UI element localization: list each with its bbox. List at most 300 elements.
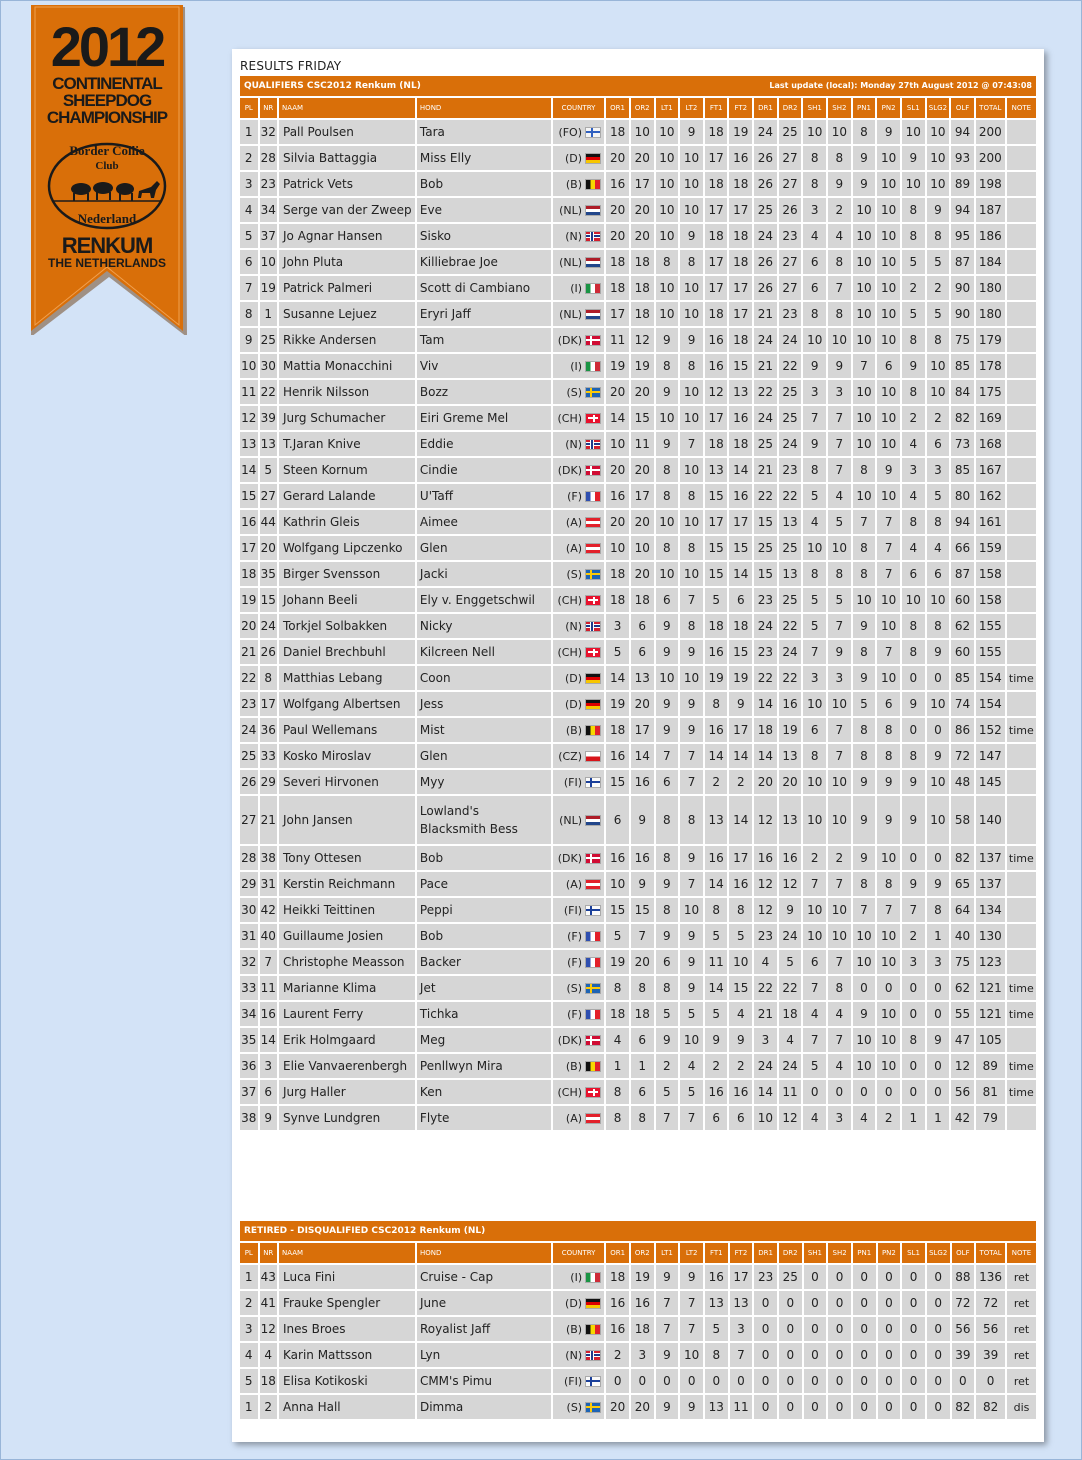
cell-olf: 62 xyxy=(951,614,974,638)
table-row xyxy=(240,744,1036,768)
flag-icon xyxy=(585,413,601,424)
cell-olf: 82 xyxy=(951,406,974,430)
column-header-sl1: SL1 xyxy=(902,98,925,118)
cell-slg2: 5 xyxy=(927,250,950,274)
cell-dr1: 26 xyxy=(754,276,777,300)
cell-nr: 31 xyxy=(260,872,278,896)
cell-handler-name: Mattia Monacchini xyxy=(279,354,415,378)
flag-icon xyxy=(585,879,601,890)
cell-or1: 8 xyxy=(606,976,629,1000)
cell-ft2: 8 xyxy=(729,898,752,922)
cell-handler-name: Guillaume Josien xyxy=(279,924,415,948)
cell-pn1: 10 xyxy=(853,950,876,974)
cell-note: dis xyxy=(1007,1395,1036,1419)
country-code: (NL) xyxy=(559,204,583,217)
cell-sl1: 4 xyxy=(902,432,925,456)
cell-sh1: 8 xyxy=(803,172,826,196)
table-row xyxy=(240,1054,1036,1078)
cell-olf: 85 xyxy=(951,666,974,690)
cell-or2: 9 xyxy=(631,872,654,896)
cell-country xyxy=(553,406,604,430)
country-code: (F) xyxy=(567,930,583,943)
flag-icon xyxy=(585,361,601,372)
country-code: (I) xyxy=(570,360,583,373)
cell-slg2: 10 xyxy=(927,172,950,196)
cell-ft1: 18 xyxy=(705,120,728,144)
cell-dog-name: Flyte xyxy=(417,1106,551,1130)
column-header-or2: OR2 xyxy=(631,98,654,118)
cell-dog-name: Myy xyxy=(417,770,551,794)
cell-total: 158 xyxy=(976,588,1005,612)
cell-lt1: 8 xyxy=(656,250,679,274)
cell-nr: 3 xyxy=(260,1054,278,1078)
cell-country xyxy=(553,484,604,508)
cell-nr: 32 xyxy=(260,120,278,144)
cell-pl: 35 xyxy=(240,1028,258,1052)
column-header-sh1: SH1 xyxy=(803,98,826,118)
cell-slg2: 10 xyxy=(927,354,950,378)
cell-or2: 15 xyxy=(631,406,654,430)
cell-olf: 40 xyxy=(951,924,974,948)
cell-slg2: 0 xyxy=(927,1080,950,1104)
country-code: (FI) xyxy=(563,904,583,917)
cell-olf: 60 xyxy=(951,588,974,612)
column-header-ft1: FT1 xyxy=(705,1243,728,1263)
cell-pl: 8 xyxy=(240,302,258,326)
column-header-pl: PL xyxy=(240,1243,258,1263)
cell-or1: 18 xyxy=(606,120,629,144)
cell-sh1: 8 xyxy=(803,146,826,170)
cell-nr: 15 xyxy=(260,588,278,612)
cell-lt1: 5 xyxy=(656,1080,679,1104)
flag-icon xyxy=(585,1350,601,1361)
cell-pn1: 8 xyxy=(853,718,876,742)
cell-pn1: 0 xyxy=(853,1291,876,1315)
cell-or2: 18 xyxy=(631,302,654,326)
cell-pn1: 7 xyxy=(853,354,876,378)
cell-ft2: 17 xyxy=(729,302,752,326)
cell-nr: 38 xyxy=(260,846,278,870)
cell-or1: 18 xyxy=(606,718,629,742)
country-code: (FI) xyxy=(563,1375,583,1388)
column-header-ft2: FT2 xyxy=(730,1243,753,1263)
cell-or1: 10 xyxy=(606,872,629,896)
cell-dr2: 0 xyxy=(779,1291,802,1315)
cell-note xyxy=(1007,198,1036,222)
cell-note xyxy=(1007,770,1036,794)
cell-lt2: 9 xyxy=(680,120,703,144)
cell-or1: 1 xyxy=(606,1054,629,1078)
cell-lt1: 10 xyxy=(656,302,679,326)
cell-dr1: 4 xyxy=(754,950,777,974)
cell-lt2: 10 xyxy=(680,1343,703,1367)
cell-pn1: 0 xyxy=(853,1343,876,1367)
cell-dog-name: Eiri Greme Mel xyxy=(417,406,551,430)
cell-dog-name: Ely v. Enggetschwil xyxy=(417,588,551,612)
column-header-nr: NR xyxy=(260,98,278,118)
cell-country xyxy=(553,718,604,742)
cell-dr2: 19 xyxy=(779,718,802,742)
cell-dr2: 0 xyxy=(779,1317,802,1341)
cell-lt2: 7 xyxy=(680,872,703,896)
table-row xyxy=(240,614,1036,638)
cell-pl: 1 xyxy=(240,1395,258,1419)
flag-icon xyxy=(585,1061,601,1072)
flag-icon xyxy=(585,257,601,268)
cell-lt1: 6 xyxy=(656,588,679,612)
cell-country xyxy=(553,276,604,300)
cell-handler-name: Paul Wellemans xyxy=(279,718,415,742)
column-header-lt2: LT2 xyxy=(680,1243,703,1263)
cell-olf: 47 xyxy=(951,1028,974,1052)
column-header-pn2: PN2 xyxy=(878,1243,901,1263)
cell-or2: 17 xyxy=(631,172,654,196)
cell-or2: 17 xyxy=(631,484,654,508)
cell-or1: 20 xyxy=(606,198,629,222)
cell-ft2: 17 xyxy=(729,718,752,742)
cell-slg2: 0 xyxy=(927,1395,950,1419)
cell-dr2: 12 xyxy=(779,872,802,896)
cell-dr1: 10 xyxy=(754,1106,777,1130)
cell-handler-name: Daniel Brechbuhl xyxy=(279,640,415,664)
cell-note xyxy=(1007,692,1036,716)
banner-title-line: CHAMPIONSHIP xyxy=(46,108,168,127)
cell-handler-name: John Jansen xyxy=(279,796,415,844)
cell-nr: 12 xyxy=(260,1317,278,1341)
cell-total: 180 xyxy=(976,276,1005,300)
cell-or2: 6 xyxy=(631,640,654,664)
cell-dr1: 12 xyxy=(754,898,777,922)
cell-dr1: 25 xyxy=(754,432,777,456)
cell-or2: 8 xyxy=(631,976,654,1000)
cell-pn1: 10 xyxy=(853,432,876,456)
cell-pl: 36 xyxy=(240,1054,258,1078)
cell-pn2: 0 xyxy=(877,1080,900,1104)
cell-or2: 17 xyxy=(631,718,654,742)
retired-title-bar xyxy=(240,1221,1036,1241)
cell-sh2: 8 xyxy=(828,146,851,170)
cell-lt2: 9 xyxy=(680,1265,703,1289)
cell-pl: 11 xyxy=(240,380,258,404)
flag-icon xyxy=(585,983,601,994)
cell-sh1: 10 xyxy=(803,328,826,352)
cell-sh1: 5 xyxy=(803,588,826,612)
cell-slg2: 8 xyxy=(927,614,950,638)
cell-sh2: 0 xyxy=(828,1080,851,1104)
cell-nr: 34 xyxy=(260,198,278,222)
cell-dog-name: Cruise - Cap xyxy=(417,1265,551,1289)
cell-note xyxy=(1007,458,1036,482)
cell-or2: 13 xyxy=(631,666,654,690)
cell-note: time xyxy=(1007,846,1036,870)
cell-dr2: 22 xyxy=(779,614,802,638)
cell-slg2: 6 xyxy=(927,432,950,456)
cell-pl: 14 xyxy=(240,458,258,482)
cell-pl: 18 xyxy=(240,562,258,586)
flag-icon xyxy=(585,815,601,826)
country-code: (D) xyxy=(564,152,583,165)
cell-or2: 6 xyxy=(631,1080,654,1104)
cell-pn2: 10 xyxy=(877,1028,900,1052)
cell-slg2: 9 xyxy=(927,640,950,664)
cell-sh1: 7 xyxy=(803,872,826,896)
cell-pl: 32 xyxy=(240,950,258,974)
cell-dr2: 25 xyxy=(779,380,802,404)
cell-nr: 18 xyxy=(260,1369,278,1393)
cell-country xyxy=(553,224,604,248)
cell-lt2: 7 xyxy=(680,770,703,794)
cell-pn2: 10 xyxy=(877,1054,900,1078)
country-code: (S) xyxy=(566,386,583,399)
cell-pl: 20 xyxy=(240,614,258,638)
cell-ft2: 13 xyxy=(729,380,752,404)
cell-dr2: 22 xyxy=(779,976,802,1000)
cell-slg2: 0 xyxy=(927,1369,950,1393)
cell-country xyxy=(553,898,604,922)
cell-ft2: 18 xyxy=(729,328,752,352)
cell-handler-name: Laurent Ferry xyxy=(279,1002,415,1026)
cell-pn2: 10 xyxy=(877,276,900,300)
cell-sl1: 0 xyxy=(902,1054,925,1078)
cell-country xyxy=(553,640,604,664)
cell-or1: 5 xyxy=(606,924,629,948)
cell-pl: 16 xyxy=(240,510,258,534)
cell-lt1: 8 xyxy=(656,976,679,1000)
column-header-total: TOTAL xyxy=(976,98,1005,118)
cell-handler-name: Marianne Klima xyxy=(279,976,415,1000)
table-row xyxy=(240,1080,1036,1104)
cell-lt1: 10 xyxy=(656,562,679,586)
cell-note: time xyxy=(1007,1002,1036,1026)
cell-dog-name: Glen xyxy=(417,536,551,560)
flag-icon xyxy=(585,777,601,788)
cell-nr: 10 xyxy=(260,250,278,274)
cell-dr1: 14 xyxy=(754,744,777,768)
cell-nr: 17 xyxy=(260,692,278,716)
cell-pn1: 0 xyxy=(853,1265,876,1289)
cell-sh2: 0 xyxy=(828,1395,851,1419)
cell-sl1: 9 xyxy=(902,770,925,794)
country-code: (D) xyxy=(564,698,583,711)
cell-total: 123 xyxy=(976,950,1005,974)
cell-total: 134 xyxy=(976,898,1005,922)
cell-pn2: 10 xyxy=(877,484,900,508)
cell-pn1: 10 xyxy=(853,1028,876,1052)
table-row xyxy=(240,224,1036,248)
cell-dog-name: Penllwyn Mira xyxy=(417,1054,551,1078)
cell-dog-name: June xyxy=(417,1291,551,1315)
cell-handler-name: Elisa Kotikoski xyxy=(279,1369,415,1393)
cell-dr1: 25 xyxy=(754,536,777,560)
cell-country xyxy=(553,380,604,404)
cell-note xyxy=(1007,744,1036,768)
cell-handler-name: Tony Ottesen xyxy=(279,846,415,870)
cell-pl: 2 xyxy=(240,1291,258,1315)
cell-or1: 20 xyxy=(606,510,629,534)
table-row xyxy=(240,1369,1036,1393)
banner-year: 2012 xyxy=(50,15,164,78)
cell-sl1: 0 xyxy=(902,1080,925,1104)
cell-dog-name: Tam xyxy=(417,328,551,352)
cell-pn1: 8 xyxy=(853,872,876,896)
column-header-or1: OR1 xyxy=(606,98,629,118)
cell-sh2: 7 xyxy=(828,872,851,896)
cell-dog-name: Jet xyxy=(417,976,551,1000)
cell-handler-name: Wolfgang Albertsen xyxy=(279,692,415,716)
cell-handler-name: T.Jaran Knive xyxy=(279,432,415,456)
cell-handler-name: Jo Agnar Hansen xyxy=(279,224,415,248)
cell-lt2: 7 xyxy=(680,1291,703,1315)
cell-dr2: 20 xyxy=(779,770,802,794)
cell-nr: 22 xyxy=(260,380,278,404)
cell-lt1: 9 xyxy=(656,432,679,456)
table-row xyxy=(240,1395,1036,1419)
cell-sh2: 10 xyxy=(828,924,851,948)
cell-ft1: 16 xyxy=(705,718,728,742)
cell-or1: 5 xyxy=(606,640,629,664)
cell-pn1: 8 xyxy=(853,120,876,144)
cell-pl: 26 xyxy=(240,770,258,794)
cell-pl: 4 xyxy=(240,198,258,222)
cell-slg2: 9 xyxy=(927,744,950,768)
cell-ft2: 15 xyxy=(729,976,752,1000)
cell-pn2: 10 xyxy=(877,1002,900,1026)
cell-note xyxy=(1007,614,1036,638)
table-row xyxy=(240,484,1036,508)
cell-pn2: 0 xyxy=(877,976,900,1000)
country-code: (B) xyxy=(565,724,583,737)
cell-pn1: 10 xyxy=(853,276,876,300)
cell-country xyxy=(553,692,604,716)
country-code: (S) xyxy=(566,1401,583,1414)
cell-dr1: 0 xyxy=(754,1291,777,1315)
cell-dr1: 24 xyxy=(754,224,777,248)
cell-dr1: 24 xyxy=(754,1054,777,1078)
cell-or2: 19 xyxy=(631,354,654,378)
cell-dr2: 27 xyxy=(779,276,802,300)
country-code: (CH) xyxy=(557,646,583,659)
cell-pl: 3 xyxy=(240,172,258,196)
cell-ft1: 16 xyxy=(705,846,728,870)
cell-ft1: 9 xyxy=(705,1028,728,1052)
cell-note xyxy=(1007,432,1036,456)
cell-country xyxy=(553,250,604,274)
cell-nr: 24 xyxy=(260,614,278,638)
cell-handler-name: Patrick Palmeri xyxy=(279,276,415,300)
cell-total: 200 xyxy=(976,120,1005,144)
cell-dog-name: Jess xyxy=(417,692,551,716)
cell-dr2: 9 xyxy=(779,898,802,922)
cell-dr1: 12 xyxy=(754,796,777,844)
flag-icon xyxy=(585,1298,601,1309)
column-header-slg2: SLG2 xyxy=(927,98,950,118)
cell-olf: 80 xyxy=(951,484,974,508)
qualifiers-title: QUALIFIERS CSC2012 Renkum (NL) xyxy=(244,81,421,91)
cell-sh1: 0 xyxy=(804,1369,827,1393)
cell-or1: 16 xyxy=(606,846,629,870)
flag-icon xyxy=(585,439,601,450)
cell-country xyxy=(553,666,604,690)
cell-dr1: 12 xyxy=(754,872,777,896)
cell-nr: 30 xyxy=(260,354,278,378)
cell-country xyxy=(553,588,604,612)
page-title: RESULTS FRIDAY xyxy=(240,59,342,73)
table-row xyxy=(240,328,1036,352)
banner-city: RENKUM xyxy=(61,233,153,258)
cell-total: 179 xyxy=(976,328,1005,352)
cell-or1: 14 xyxy=(606,406,629,430)
cell-sl1: 0 xyxy=(902,666,925,690)
table-row xyxy=(240,458,1036,482)
cell-pl: 29 xyxy=(240,872,258,896)
cell-dr1: 0 xyxy=(754,1369,777,1393)
cell-or2: 12 xyxy=(631,328,654,352)
cell-pn1: 8 xyxy=(853,640,876,664)
cell-sh2: 0 xyxy=(828,1343,851,1367)
table-row xyxy=(240,172,1036,196)
cell-total: 136 xyxy=(976,1265,1005,1289)
country-code: (CH) xyxy=(557,594,583,607)
cell-total: 175 xyxy=(976,380,1005,404)
cell-or1: 8 xyxy=(606,1106,629,1130)
flag-icon xyxy=(585,673,601,684)
cell-pn1: 9 xyxy=(853,614,876,638)
cell-nr: 40 xyxy=(260,924,278,948)
cell-or1: 15 xyxy=(606,898,629,922)
cell-olf: 75 xyxy=(951,950,974,974)
cell-pn2: 10 xyxy=(877,950,900,974)
cell-note xyxy=(1007,1028,1036,1052)
cell-olf: 12 xyxy=(951,1054,974,1078)
cell-sh1: 8 xyxy=(803,562,826,586)
cell-sl1: 0 xyxy=(902,1395,925,1419)
cell-total: 159 xyxy=(976,536,1005,560)
cell-dr1: 22 xyxy=(754,484,777,508)
cell-country xyxy=(553,1028,604,1052)
cell-dr1: 23 xyxy=(754,1265,777,1289)
cell-dr1: 26 xyxy=(754,172,777,196)
country-code: (F) xyxy=(567,1008,583,1021)
country-code: (D) xyxy=(565,1297,583,1310)
flag-icon xyxy=(585,205,601,216)
cell-or2: 8 xyxy=(631,1106,654,1130)
cell-sh1: 4 xyxy=(803,224,826,248)
country-code: (DK) xyxy=(557,1034,583,1047)
cell-ft2: 14 xyxy=(729,796,752,844)
cell-sh1: 5 xyxy=(803,484,826,508)
cell-olf: 88 xyxy=(952,1265,975,1289)
cell-note xyxy=(1007,898,1036,922)
cell-ft1: 14 xyxy=(705,976,728,1000)
cell-pn2: 10 xyxy=(877,924,900,948)
column-header-olf: OLF xyxy=(951,98,974,118)
cell-slg2: 10 xyxy=(927,796,950,844)
cell-lt1: 9 xyxy=(656,1395,679,1419)
cell-note: time xyxy=(1007,976,1036,1000)
country-code: (N) xyxy=(565,438,583,451)
cell-country xyxy=(553,614,604,638)
cell-total: 140 xyxy=(976,796,1005,844)
cell-ft2: 9 xyxy=(729,692,752,716)
cell-ft2: 18 xyxy=(729,432,752,456)
table-row xyxy=(240,898,1036,922)
cell-olf: 74 xyxy=(951,692,974,716)
cell-slg2: 9 xyxy=(927,872,950,896)
flag-icon xyxy=(585,1087,601,1098)
cell-or1: 15 xyxy=(606,770,629,794)
country-code: (CH) xyxy=(557,1086,583,1099)
cell-nr: 16 xyxy=(260,1002,278,1026)
